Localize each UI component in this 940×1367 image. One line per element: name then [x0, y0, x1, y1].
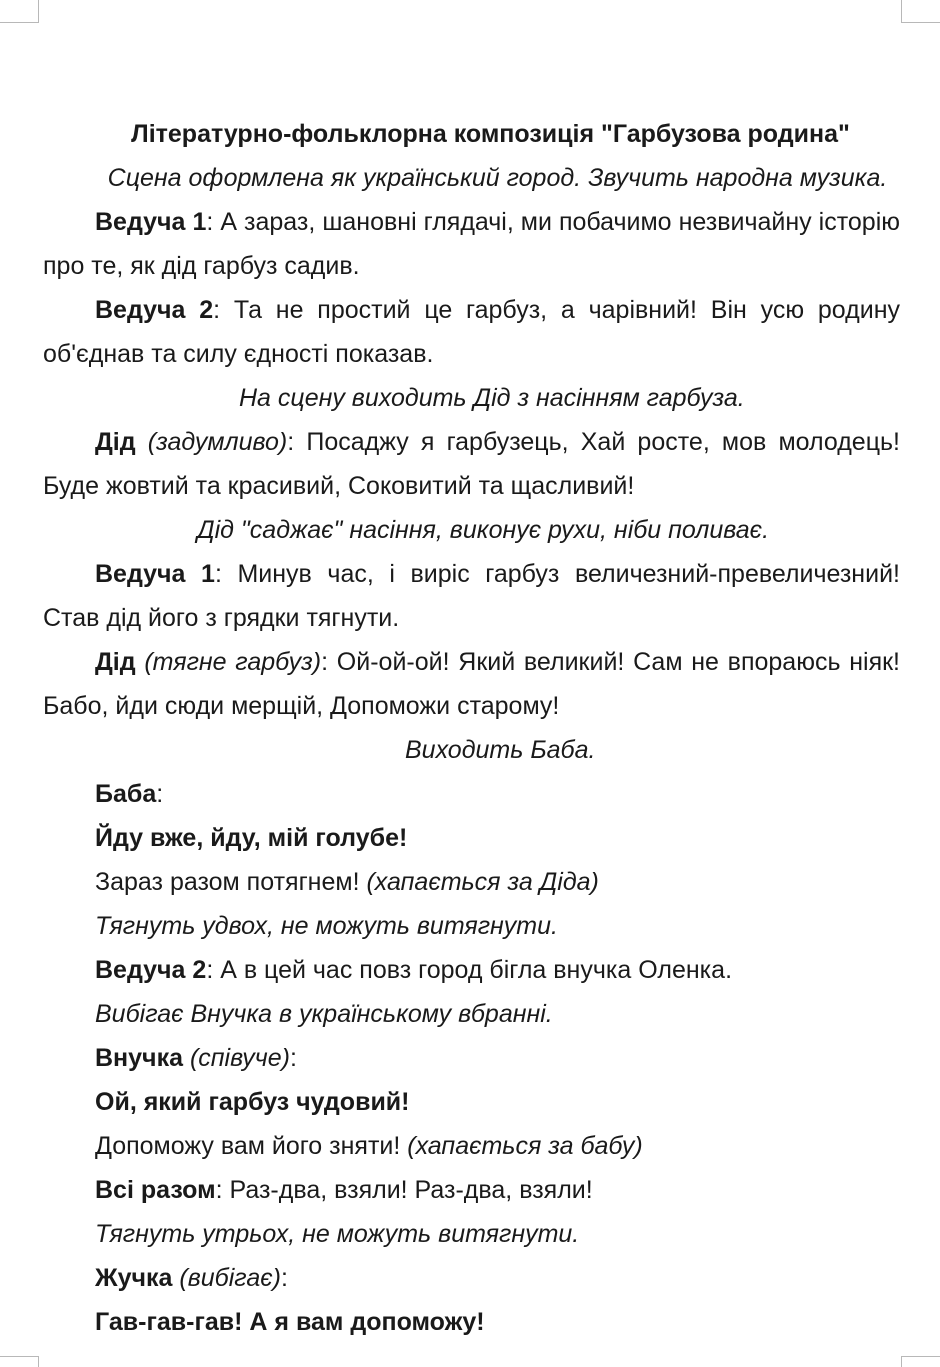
stage-direction: Вибігає Внучка в українському вбранні.	[95, 1000, 553, 1028]
dialogue-text: : Раз-два, взяли! Раз-два, взяли!	[215, 1176, 593, 1204]
dialogue-paragraph	[43, 1036, 900, 1080]
stage-direction: На сцену виходить Дід з насінням гарбуза.	[239, 384, 745, 412]
stage-remark: (співуче)	[189, 1044, 290, 1072]
stage-remark: (задумливо)	[147, 428, 288, 456]
dialogue-paragraph	[43, 200, 900, 288]
dialogue-paragraph	[43, 288, 900, 376]
stage-remark: (тягне гарбуз)	[144, 648, 322, 676]
stage-remark: (вибігає)	[179, 1264, 281, 1292]
verse-line: Гав-гав-гав! А я вам допоможу!	[95, 1308, 485, 1336]
speaker-name: Ведуча 1	[95, 208, 207, 236]
dialogue-text: : Минув час, і виріс гарбуз величезний-превеличезний! Став дід його з грядки тягнути.	[43, 560, 900, 632]
dialogue-text: : А зараз, шановні глядачі, ми побачимо незвичайну історію про те, як дід гарбуз садив.	[43, 208, 901, 280]
speaker-name: Ведуча 1	[95, 560, 215, 588]
speaker-name: Всі разом	[95, 1176, 216, 1204]
speaker-name: Внучка	[95, 1044, 183, 1072]
stage-remark: (хапається за бабу)	[407, 1132, 643, 1160]
dialogue-paragraph	[43, 552, 900, 640]
speaker-name: Жучка	[95, 1264, 173, 1292]
dialogue-paragraph	[43, 1168, 900, 1212]
document-title: Літературно-фольклорна композиція "Гарбузова родина"	[131, 120, 850, 148]
page-corner-mark-bottom-right	[901, 1356, 940, 1367]
stage-direction: Тягнуть удвох, не можуть витягнути.	[95, 912, 558, 940]
stage-direction: Виходить Баба.	[405, 736, 596, 764]
stage-direction: Тягнуть утрьох, не можуть витягнути.	[95, 1220, 580, 1248]
speaker-name: Дід	[95, 428, 136, 456]
dialogue-paragraph	[43, 420, 900, 508]
dialogue-paragraph	[43, 640, 900, 728]
verse-line: Йду вже, йду, мій голубе!	[95, 824, 408, 852]
speaker-name: Дід	[95, 648, 136, 676]
dialogue-text: :	[280, 1264, 288, 1292]
dialogue-text: :	[289, 1044, 297, 1072]
verse-line: Ой, який гарбуз чудовий!	[95, 1088, 410, 1116]
dialogue-paragraph	[43, 1256, 900, 1300]
verse-line	[43, 1124, 900, 1168]
dialogue-paragraph	[43, 772, 900, 816]
page-corner-mark-top-right	[901, 0, 940, 23]
dialogue-text: : А в цей час повз город бігла внучка Оленка.	[206, 956, 733, 984]
dialogue-text: Допоможу вам його зняти!	[95, 1132, 408, 1160]
page-corner-mark-top-left	[0, 0, 39, 23]
stage-direction: Дід "саджає" насіння, виконує рухи, ніби поливає.	[197, 516, 770, 544]
stage-remark: (хапається за Діда)	[366, 868, 599, 896]
speaker-name: Ведуча 2	[95, 296, 214, 324]
dialogue-text: :	[156, 780, 164, 808]
verse-line	[43, 860, 900, 904]
dialogue-paragraph	[43, 948, 900, 992]
dialogue-text: : Та не простий це гарбуз, а чарівний! Він усю родину об'єднав та силу єдності показав.	[43, 296, 900, 368]
document-page	[43, 112, 900, 1344]
page-corner-mark-bottom-left	[0, 1356, 39, 1367]
dialogue-text: Зараз разом потягнем!	[95, 868, 367, 896]
speaker-name: Баба	[95, 780, 157, 808]
speaker-name: Ведуча 2	[95, 956, 207, 984]
dialogue-text: : Ой-ой-ой! Який великий! Сам не впораюсь ніяк! Бабо, йди сюди мерщій, Допоможи старому!	[43, 648, 900, 720]
stage-direction: Сцена оформлена як український город. Звучить народна музика.	[107, 164, 888, 192]
dialogue-text: : Посаджу я гарбузець, Хай росте, мов молодець! Буде жовтий та красивий, Соковитий та щасливий!	[43, 428, 900, 500]
